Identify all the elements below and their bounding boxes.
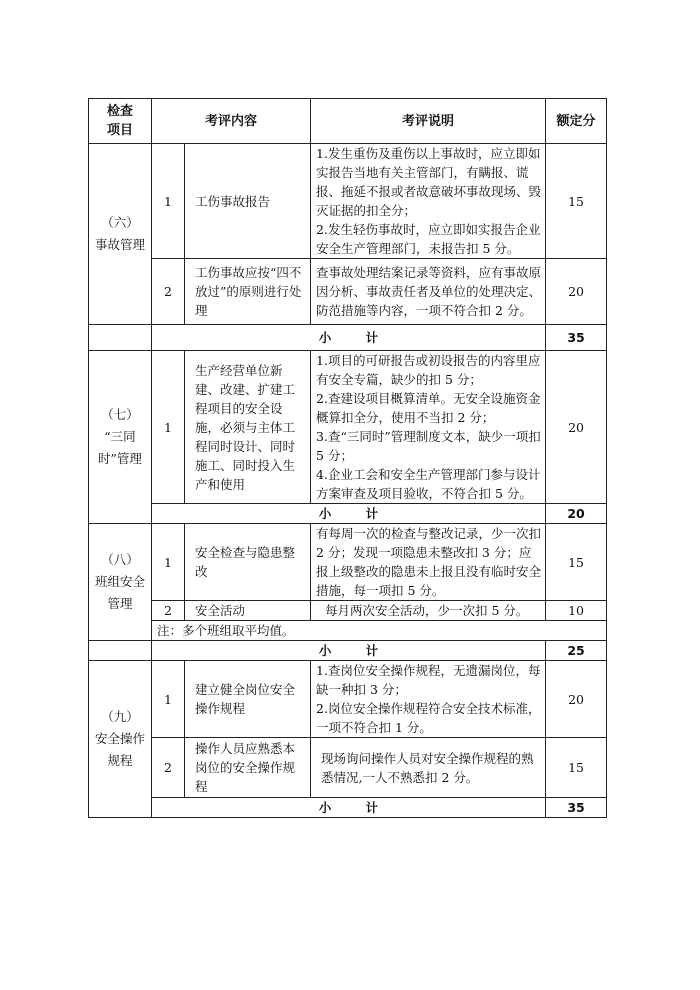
row-score: 15 [546,524,607,601]
row-number: 2 [152,738,185,798]
row-description: 1.项目的可研报告或初设报告的内容里应有安全专篇，缺少的扣 5 分； 2.查建设项目概算清单。无安全设施资金概算扣全分，使用不当扣 2 分； 3.查“三同时”管理制度文本，缺少一项扣 5 分； 4.企业工会和安全生产管理部门参与设计方案审查及项目验收，不符合扣 5 分。 [311,351,546,504]
row-content: 工伤事故报告 [185,144,311,259]
row-content: 生产经营单位新建、改建、扩建工程项目的安全设施，必须与主体工程同时设计、同时施工、同时投入生产和使用 [185,351,311,504]
subtotal-label: 小 计 [152,504,546,524]
category-cell: （九） 安全操作 规程 [89,661,152,818]
subtotal-score: 35 [546,798,607,818]
note-text: 注：多个班组取平均值。 [152,621,607,641]
subtotal-label: 小 计 [152,325,546,351]
row-content: 安全活动 [185,601,311,621]
table-row [89,601,607,621]
table-row [89,661,607,738]
row-content: 建立健全岗位安全操作规程 [185,661,311,738]
row-score: 20 [546,661,607,738]
row-number: 1 [152,144,185,259]
category-cell: （六） 事故管理 [89,144,152,325]
table-row [89,144,607,259]
table-row [89,738,607,798]
subtotal-label: 小 计 [152,641,546,661]
row-score: 20 [546,351,607,504]
row-description: 有每周一次的检查与整改记录，少一次扣 2 分；发现一项隐患未整改扣 3 分；应报上级整改的隐患未上报且没有临时安全措施，每一项扣 5 分。 [311,524,546,601]
row-number: 2 [152,601,185,621]
row-description: 查事故处理结案记录等资料，应有事故原因分析、事故责任者及单位的处理决定、防范措施等内容，一项不符合扣 2 分。 [311,259,546,325]
row-number: 1 [152,661,185,738]
row-number: 1 [152,351,185,504]
subtotal-label: 小 计 [152,798,546,818]
header-row [89,99,607,144]
note-row [89,621,607,641]
row-number: 2 [152,259,185,325]
subtotal-row [89,798,607,818]
row-description: 1.查岗位安全操作规程，无遗漏岗位，每缺一种扣 3 分； 2.岗位安全操作规程符合安全技术标准，一项不符合扣 1 分。 [311,661,546,738]
row-description: 每月两次安全活动，少一次扣 5 分。 [311,601,546,621]
subtotal-score: 25 [546,641,607,661]
row-score: 15 [546,738,607,798]
row-content: 安全检查与隐患整改 [185,524,311,601]
row-score: 20 [546,259,607,325]
row-score: 15 [546,144,607,259]
table-row [89,351,607,504]
row-score: 10 [546,601,607,621]
table-row [89,524,607,601]
table-row [89,259,607,325]
row-description: 现场询问操作人员对安全操作规程的熟悉情况,一人不熟悉扣 2 分。 [311,738,546,798]
row-description: 1.发生重伤及重伤以上事故时，应立即如实报告当地有关主管部门，有瞒报、谎报、拖延不报或者故意破坏事故现场、毁灭证据的扣全分； 2.发生轻伤事故时，应立即如实报告企业安全生产管理部门，未报告扣 5 分。 [311,144,546,259]
header-explain: 考评说明 [311,99,546,144]
header-score: 额定分 [546,99,607,144]
subtotal-score: 20 [546,504,607,524]
row-content: 操作人员应熟悉本岗位的安全操作规程 [185,738,311,798]
category-cell: （八） 班组安全 管理 [89,524,152,641]
header-item: 检查 项目 [89,99,152,144]
row-number: 1 [152,524,185,601]
subtotal-row [89,504,607,524]
subtotal-score: 35 [546,325,607,351]
subtotal-row [89,641,607,661]
header-content: 考评内容 [152,99,311,144]
row-content: 工伤事故应按“四不放过”的原则进行处理 [185,259,311,325]
subtotal-row [89,325,607,351]
category-cell: （七） “三同 时”管理 [89,351,152,524]
evaluation-table [88,98,607,818]
